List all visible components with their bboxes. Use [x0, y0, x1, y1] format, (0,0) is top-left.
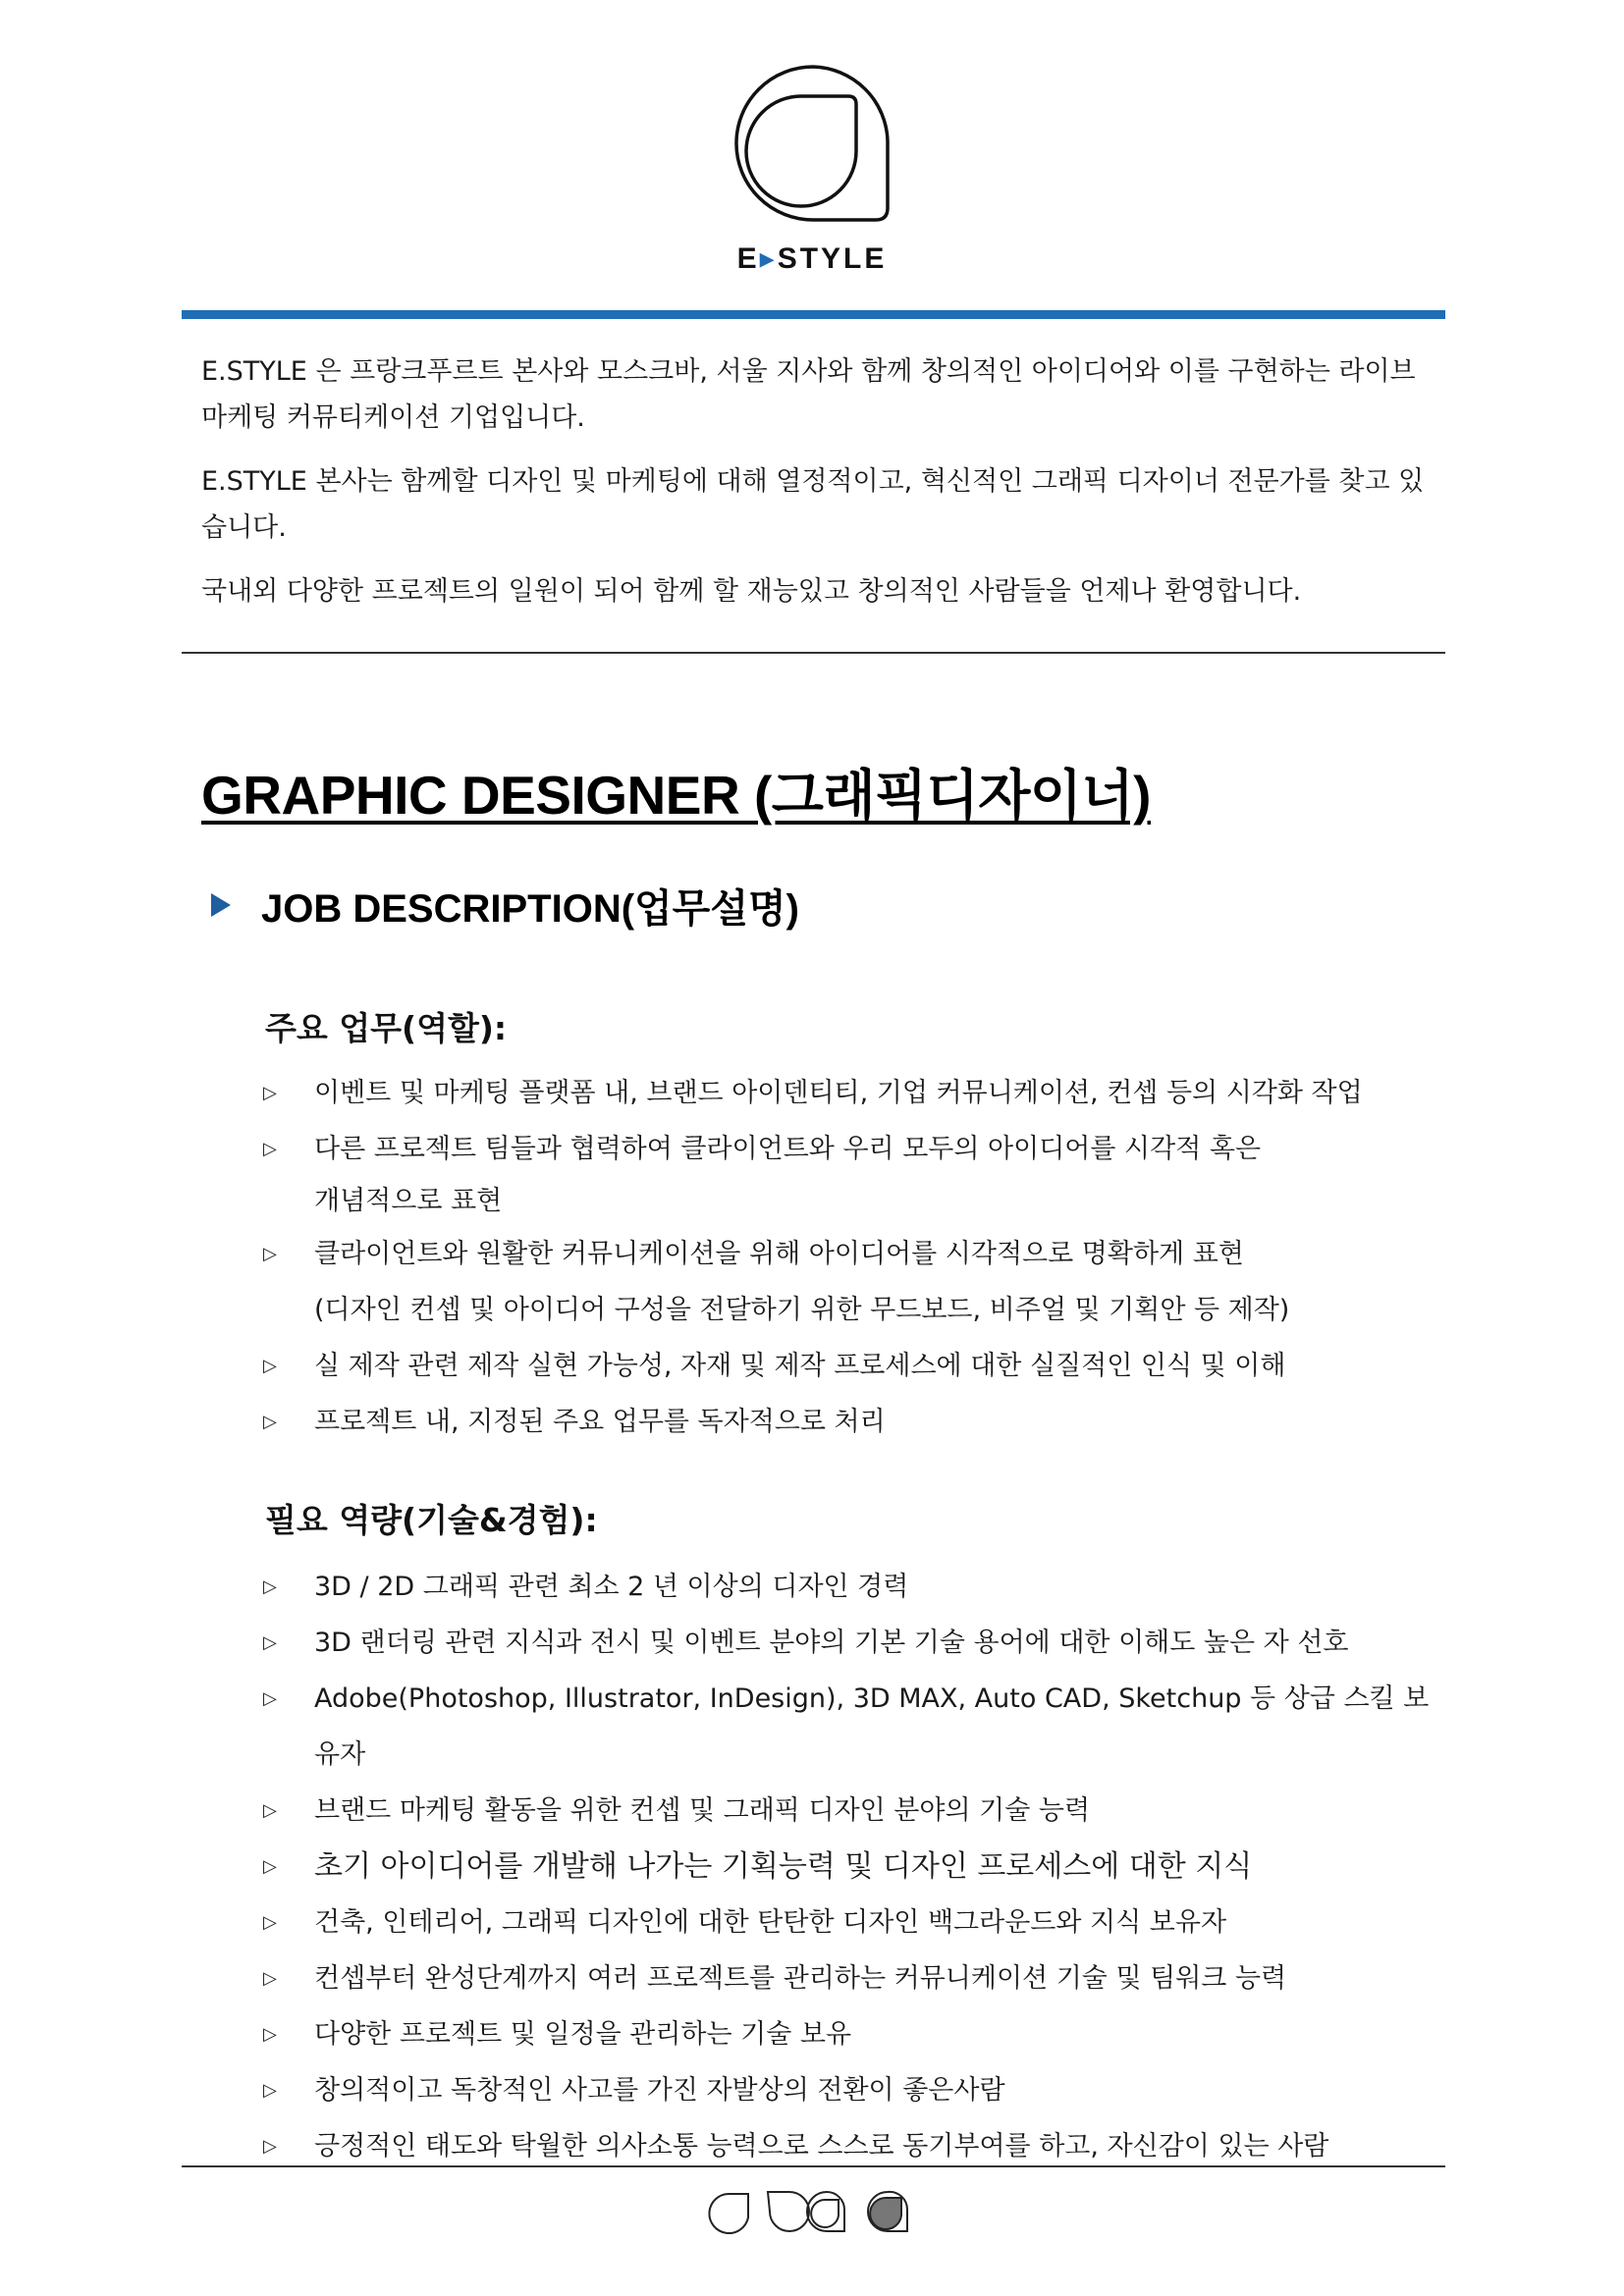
- responsibilities-heading: 주요 업무(역할):: [265, 1009, 508, 1047]
- overlap-shape-icon: [807, 2192, 844, 2231]
- svg-text:E▸STYLE: E▸STYLE: [736, 242, 888, 275]
- list-item: ▷ 다른 프로젝트 팀들과 협력하여 클라이언트와 우리 모두의 아이디어를 시각적 혹은 개념적으로 표현: [260, 1121, 1438, 1226]
- logo-mark-icon: [731, 65, 895, 222]
- bullet-icon: ▷: [263, 1632, 277, 1653]
- d-shape-icon: [768, 2192, 809, 2231]
- bullet-icon: ▷: [263, 1083, 277, 1103]
- list-item: ▷ 초기 아이디어를 개발해 나가는 기획능력 및 디자인 프로세스에 대한 지식: [260, 1839, 1438, 1895]
- bullet-icon: ▷: [263, 1244, 277, 1264]
- bullet-icon: ▷: [263, 1912, 277, 1933]
- leaf-shape-icon: [709, 2194, 748, 2233]
- list-item: ▷ 3D 랜더링 관련 지식과 전시 및 이벤트 분야의 기본 기술 용어에 대한 이해도 높은 자 선호: [260, 1615, 1438, 1671]
- bullet-icon: ▷: [263, 1139, 277, 1159]
- footer-divider: [182, 2165, 1445, 2167]
- bullet-icon: ▷: [263, 2136, 277, 2157]
- intro-paragraph: E.STYLE 은 프랑크푸르트 본사와 모스크바, 서울 지사와 함께 창의적인 아이디어와 이를 구현하는 라이브 마케팅 커뮤티케이션 기업입니다.: [201, 356, 1416, 433]
- list-item: ▷ 이벤트 및 마케팅 플랫폼 내, 브랜드 아이덴티티, 기업 커뮤니케이션, 컨셉 등의 시각화 작업: [260, 1065, 1438, 1121]
- estyle-logo: [707, 65, 917, 283]
- list-item: ▷ 컨셉부터 완성단계까지 여러 프로젝트를 관리하는 커뮤니케이션 기술 및 팀워크 능력: [260, 1950, 1438, 2006]
- header-divider: [182, 310, 1445, 319]
- bullet-icon: ▷: [263, 1856, 277, 1877]
- triangle-bullet-icon: [211, 893, 231, 917]
- intro-section: [201, 348, 1429, 632]
- filled-shape-icon: [868, 2192, 907, 2231]
- bullet-icon: ▷: [263, 1356, 277, 1376]
- bullet-icon: ▷: [263, 2024, 277, 2045]
- requirements-heading: 필요 역량(기술&경험):: [265, 1501, 598, 1539]
- footer-shape-icons: [707, 2184, 933, 2237]
- bullet-icon: ▷: [263, 1800, 277, 1821]
- bullet-icon: ▷: [263, 1412, 277, 1432]
- list-item: ▷ 클라이언트와 원활한 커뮤니케이션을 위해 아이디어를 시각적으로 명확하게 표현 (디자인 컨셉 및 아이디어 구성을 전달하기 위한 무드보드, 비주얼 및 기획안 등 제작): [260, 1226, 1438, 1338]
- bullet-icon: ▷: [263, 1576, 277, 1597]
- list-item: ▷ 긍정적인 태도와 탁월한 의사소통 능력으로 스스로 동기부여를 하고, 자신감이 있는 사람: [260, 2118, 1438, 2174]
- list-item: ▷ Adobe(Photoshop, Illustrator, InDesign), 3D MAX, Auto CAD, Sketchup 등 상급 스킬 보유자: [260, 1671, 1438, 1783]
- intro-paragraph: E.STYLE 본사는 함께할 디자인 및 마케팅에 대해 열정적이고, 혁신적인 그래픽 디자이너 전문가를 찾고 있습니다.: [201, 466, 1425, 543]
- bullet-icon: ▷: [263, 1688, 277, 1709]
- list-item: ▷ 다양한 프로젝트 및 일정을 관리하는 기술 보유: [260, 2006, 1438, 2062]
- job-title: GRAPHIC DESIGNER (그래픽디자이너): [201, 765, 1151, 826]
- intro-divider: [182, 652, 1445, 654]
- responsibilities-list: [260, 1065, 1438, 1450]
- list-item: ▷ 실 제작 관련 제작 실현 가능성, 자재 및 제작 프로세스에 대한 실질적인 인식 및 이해: [260, 1338, 1438, 1394]
- section-heading-text: JOB DESCRIPTION(업무설명): [261, 886, 799, 931]
- list-item: ▷ 창의적이고 독창적인 사고를 가진 자발상의 전환이 좋은사람: [260, 2062, 1438, 2118]
- bullet-icon: ▷: [263, 2080, 277, 2101]
- intro-paragraph: 국내외 다양한 프로젝트의 일원이 되어 함께 할 재능있고 창의적인 사람들을 언제나 환영합니다.: [201, 576, 1302, 607]
- list-item: ▷ 건축, 인테리어, 그래픽 디자인에 대한 탄탄한 디자인 백그라운드와 지식 보유자: [260, 1895, 1438, 1950]
- list-item: ▷ 3D / 2D 그래픽 관련 최소 2 년 이상의 디자인 경력: [260, 1559, 1438, 1615]
- bullet-icon: ▷: [263, 1968, 277, 1989]
- requirements-list: [260, 1559, 1438, 2174]
- list-item: ▷ 브랜드 마케팅 활동을 위한 컨셉 및 그래픽 디자인 분야의 기술 능력: [260, 1783, 1438, 1839]
- list-item: ▷ 프로젝트 내, 지정된 주요 업무를 독자적으로 처리: [260, 1394, 1438, 1450]
- job-description-heading: [211, 876, 799, 934]
- logo-wordmark: [707, 238, 917, 277]
